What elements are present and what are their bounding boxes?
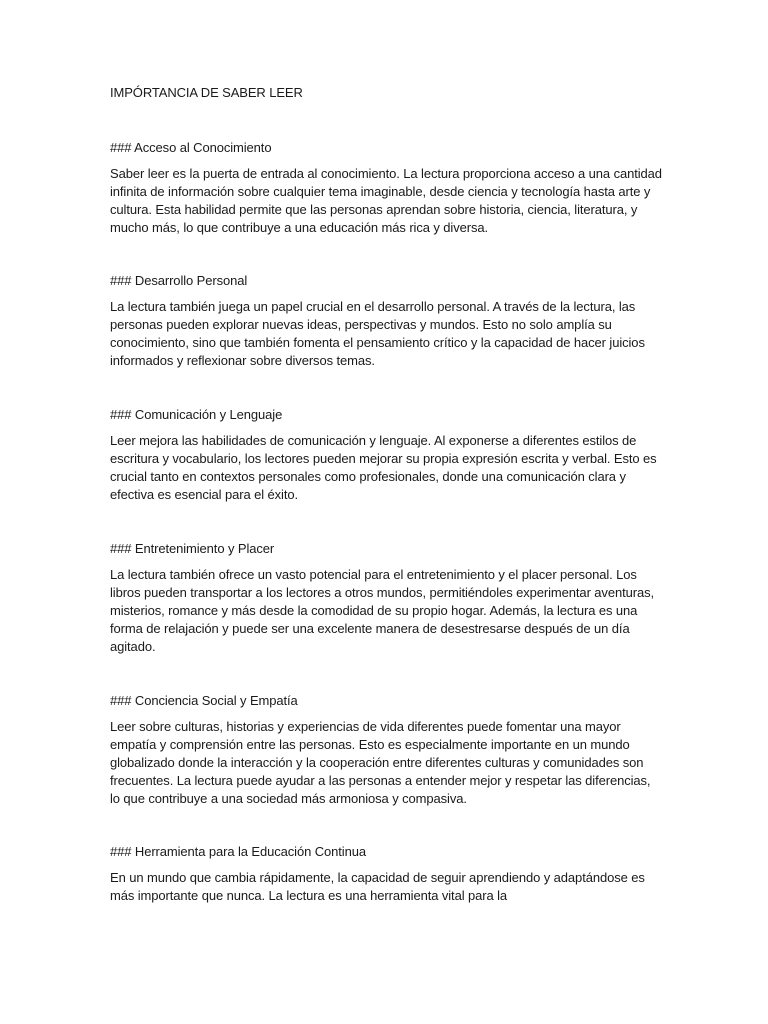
section-heading: ### Entretenimiento y Placer bbox=[110, 541, 275, 556]
section-acceso-al-conocimiento bbox=[110, 139, 662, 237]
section-comunicacion-y-lenguaje bbox=[110, 406, 662, 504]
section-heading: ### Acceso al Conocimiento bbox=[110, 140, 272, 155]
section-herramienta-educacion-continua bbox=[110, 843, 662, 905]
section-paragraph: En un mundo que cambia rápidamente, la capacidad de seguir aprendiendo y adaptándose es más importante que nunca. La lectura es una herramienta vital para la bbox=[110, 870, 645, 903]
section-heading: ### Herramienta para la Educación Continua bbox=[110, 844, 366, 859]
section-desarrollo-personal bbox=[110, 272, 662, 370]
section-paragraph: Saber leer es la puerta de entrada al conocimiento. La lectura proporciona acceso a una cantidad infinita de información sobre cualquier tema imaginable, desde ciencia y tecnología hasta arte y cultura. Esta habilidad permite que las personas aprendan sobre historia, ciencia, literatura, y mucho más, lo que contribuye a una educación más rica y diversa. bbox=[110, 166, 662, 235]
section-conciencia-social-y-empatia bbox=[110, 692, 662, 808]
section-heading: ### Conciencia Social y Empatía bbox=[110, 693, 298, 708]
document-title: IMPÓRTANCIA DE SABER LEER bbox=[110, 85, 303, 100]
document-content bbox=[110, 84, 662, 905]
section-entretenimiento-y-placer bbox=[110, 540, 662, 656]
section-paragraph: La lectura también ofrece un vasto potencial para el entretenimiento y el placer personal. Los libros pueden transportar a los lectores a otros mundos, permitiéndoles experimentar aventuras, misterios, romance y más desde la comodidad de su propio hogar. Además, la lectura es una forma de relajación y puede ser una excelente manera de desestresarse después de un día agitado. bbox=[110, 567, 655, 654]
section-heading: ### Desarrollo Personal bbox=[110, 273, 248, 288]
section-paragraph: La lectura también juega un papel crucial en el desarrollo personal. A través de la lectura, las personas pueden explorar nuevas ideas, perspectivas y mundos. Esto no solo amplía su conocimiento, sino que también fomenta el pensamiento crítico y la capacidad de hacer juicios informados y reflexionar sobre diversos temas. bbox=[110, 299, 645, 368]
section-heading: ### Comunicación y Lenguaje bbox=[110, 407, 283, 422]
section-paragraph: Leer sobre culturas, historias y experiencias de vida diferentes puede fomentar una mayor empatía y comprensión entre las personas. Esto es especialmente importante en un mundo globalizado donde la interacción y la cooperación entre diferentes culturas y comunidades son frecuentes. La lectura puede ayudar a las personas a entender mejor y respetar las diferencias, lo que contribuye a una sociedad más armoniosa y compasiva. bbox=[110, 719, 651, 806]
section-paragraph: Leer mejora las habilidades de comunicación y lenguaje. Al exponerse a diferentes estilos de escritura y vocabulario, los lectores pueden mejorar su propia expresión escrita y verbal. Esto es crucial tanto en contextos personales como profesionales, donde una comunicación clara y efectiva es esencial para el éxito. bbox=[110, 433, 657, 502]
